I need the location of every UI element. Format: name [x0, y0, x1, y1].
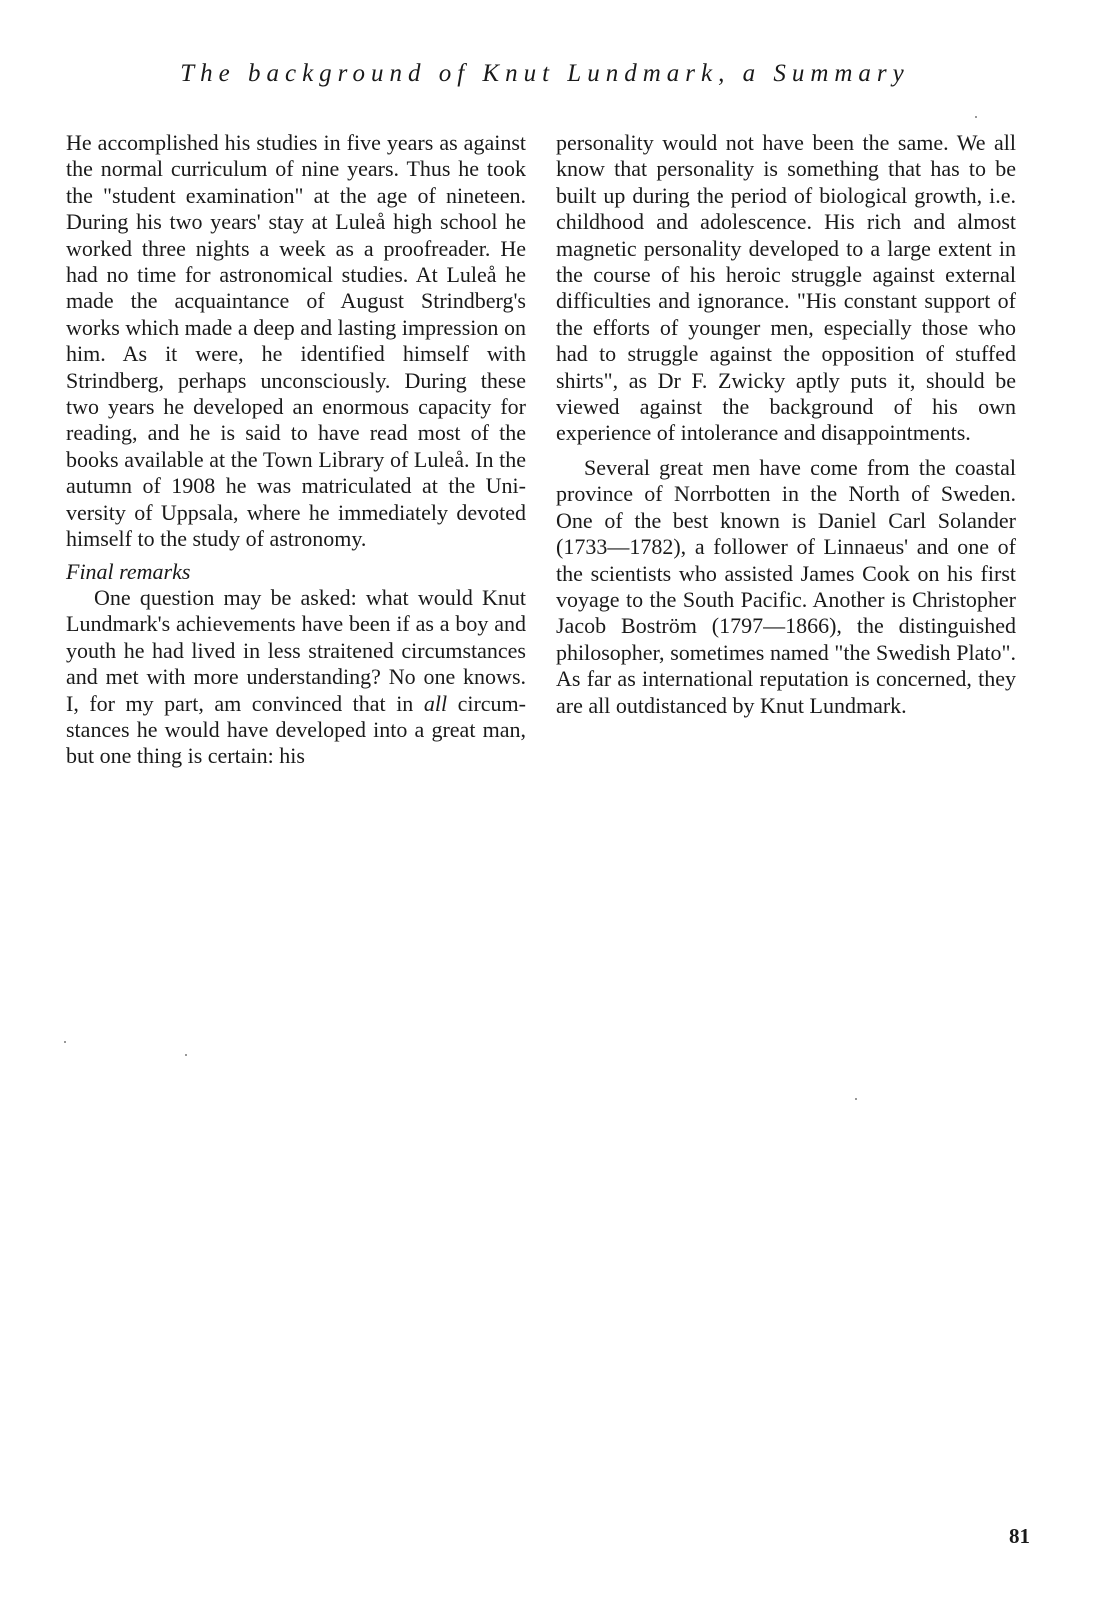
scan-speck: [975, 116, 977, 118]
paragraph-text: circumstances he would have developed into a great man, but one thing is certain: his: [66, 690, 526, 769]
emphasized-word: all: [423, 690, 448, 716]
right-column: [556, 130, 1016, 719]
body-paragraph: Several great men have come from the coastal province of Norrbotten in the North of Sweden. One of the best known is Daniel Carl Solander (1733—1782), a follower of Linnaeus' and one of the scientists who assisted James Cook on his first voyage to the South Pacific. Another is Christopher Jacob Boström (1797—1866), the distinguished philosopher, sometimes named "the Swedish Plato". As far as international reputation is concerned, they are all outdistanced by Knut Lundmark.: [556, 454, 1016, 718]
body-paragraph: [66, 585, 526, 770]
scan-speck: [64, 1041, 66, 1043]
section-heading: Final remarks: [66, 558, 191, 584]
page-number: 81: [1009, 1524, 1030, 1548]
body-paragraph: He accomplished his studies in five years as against the normal curriculum of nine years. Thus he took the "student examination" at the age of nineteen. During his two years' stay at Luleå high school he worked three nights a week as a proofreader. He had no time for astronomical studies. At Luleå he made the acquaintance of August Strindberg's works which made a deep and lasting impression on him. As it were, he identified himself with Strindberg, perhaps unconsciously. During these two years he developed an enormous capacity for reading, and he is said to have read most of the books available at the Town Library of Luleå. In the autumn of 1908 he was matriculated at the University of Uppsala, where he immediately devoted himself to the study of astronomy.: [66, 130, 526, 552]
paragraph-text: One question may be asked: what would Knut Lundmark's achievements have been if as a boy and youth he had lived in less straitened circumstances and met with more understanding? No one knows. I, for my part, am convinced that in: [66, 584, 526, 716]
running-head: The background of Knut Lundmark, a Summary: [180, 60, 910, 87]
scan-speck: [185, 1054, 187, 1056]
body-paragraph: personality would not have been the same. We all know that personality is something that has to be built up during the period of biological growth, i.e. childhood and adolescence. His rich and almost magnetic personality developed to a large extent in the course of his heroic struggle against external difficulties and ignorance. "His constant support of the efforts of younger men, especially those who had to struggle against the opposition of stuffed shirts", as Dr F. Zwicky aptly puts it, should be viewed against the background of his own experience of intolerance and disappointments.: [556, 130, 1016, 446]
left-column: [66, 130, 526, 770]
scan-speck: [855, 1098, 857, 1100]
